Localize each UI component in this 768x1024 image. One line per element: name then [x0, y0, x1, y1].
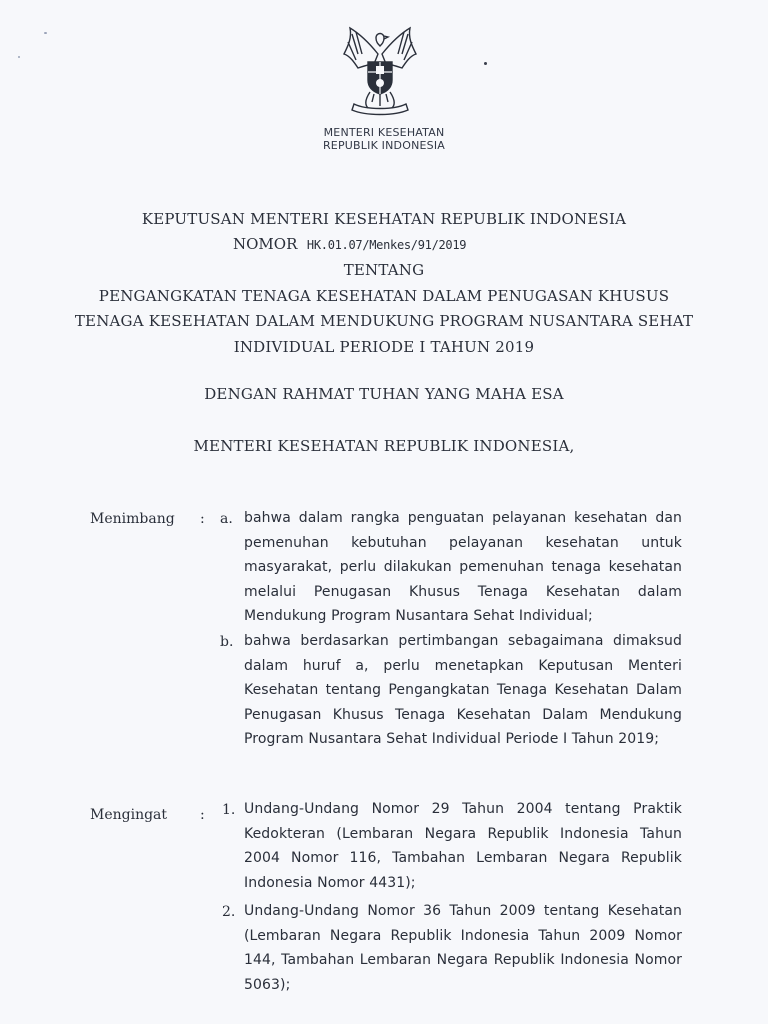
- scan-speck: [484, 62, 487, 65]
- decree-title: KEPUTUSAN MENTERI KESEHATAN REPUBLIK INDONESIA: [141, 210, 627, 228]
- mengingat-2-marker: 2.: [222, 904, 236, 920]
- mengingat-1-text: Undang-Undang Nomor 29 Tahun 2004 tentang Praktik Kedokteran (Lembaran Negara Republik Indonesia Tahun 2004 Nomor 116, Tambahan Lembaran Negara Republik Indonesia Nomor 4431);: [244, 801, 682, 891]
- menimbang-b-text: bahwa berdasarkan pertimbangan sebagaimana dimaksud dalam huruf a, perlu menetapkan Keputusan Menteri Kesehatan tentang Pengangkatan Tenaga Kesehatan Dalam Penugasan Khusus Tenaga Kesehatan Dalam Mendukung Program Nusantara Sehat Individual Periode I Tahun 2019;: [244, 633, 682, 747]
- subject-line-3: INDIVIDUAL PERIODE I TAHUN 2019: [233, 338, 535, 356]
- mengingat-label: Mengingat: [90, 807, 168, 823]
- rahmat-line: DENGAN RAHMAT TUHAN YANG MAHA ESA: [204, 385, 564, 403]
- menteri-line: MENTERI KESEHATAN REPUBLIK INDONESIA,: [193, 437, 575, 455]
- scan-speck: [44, 32, 47, 34]
- decree-number: [233, 235, 466, 254]
- mengingat-2-text: Undang-Undang Nomor 36 Tahun 2009 tentang Kesehatan (Lembaran Negara Republik Indonesia Tahun 2009 Nomor 144, Tambahan Lembaran Negara Republik Indonesia Nomor 5063);: [244, 903, 682, 993]
- menimbang-colon: :: [200, 511, 205, 527]
- menimbang-label: Menimbang: [90, 511, 175, 527]
- nomor-label: NOMOR: [233, 235, 298, 253]
- mengingat-1-marker: 1.: [222, 802, 236, 818]
- mengingat-colon: :: [200, 807, 205, 823]
- tentang-label: TENTANG: [343, 261, 425, 279]
- ministry-line-1: MENTERI KESEHATAN: [323, 126, 445, 139]
- scan-speck: [18, 56, 20, 58]
- nomor-value: HK.01.07/Menkes/91/2019: [306, 238, 467, 252]
- ministry-heading: [264, 126, 504, 152]
- subject-line-2: TENAGA KESEHATAN DALAM MENDUKUNG PROGRAM NUSANTARA SEHAT: [74, 312, 694, 330]
- ministry-line-2: REPUBLIK INDONESIA: [322, 139, 446, 152]
- menimbang-a-text: bahwa dalam rangka penguatan pelayanan kesehatan dan pemenuhan kebutuhan pelayanan kesehatan untuk masyarakat, perlu dilakukan pemenuhan tenaga kesehatan melalui Penugasan Khusus Tenaga Kesehatan dalam Mendukung Program Nusantara Sehat Individual;: [244, 510, 682, 624]
- menimbang-b-marker: b.: [220, 634, 234, 650]
- menimbang-a-marker: a.: [220, 511, 233, 527]
- subject-line-1: PENGANGKATAN TENAGA KESEHATAN DALAM PENUGASAN KHUSUS: [98, 287, 670, 305]
- garuda-emblem-icon: [330, 24, 430, 116]
